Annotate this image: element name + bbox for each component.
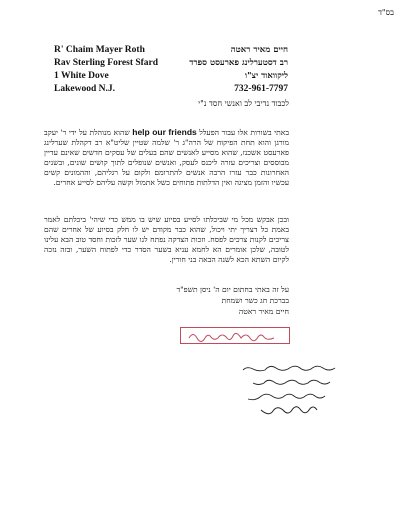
closing-name: חיים מאיר ראטה <box>238 307 289 316</box>
letterhead-english <box>54 44 158 96</box>
paragraph-1 <box>44 127 289 188</box>
closing <box>44 284 289 317</box>
letterhead-phone: 732-961-7797 <box>234 84 288 94</box>
letterhead-name-en: R' Chaim Mayer Roth <box>54 45 145 55</box>
letterhead <box>0 44 404 94</box>
letterhead-title-he: רב דסטערלינג פארעסט ספרד <box>189 58 288 68</box>
letterhead-city: Lakewood N.J. <box>54 84 115 94</box>
top-mark: בס"ד <box>378 8 394 17</box>
letterhead-name-he: חיים מאיר ראטה <box>230 45 288 55</box>
handwritten-note <box>225 362 340 417</box>
closing-date-line: על זה באתי בחתום יום ה' ניסן תשפ"ד <box>176 285 289 294</box>
greeting: לכבוד נדיבי לב ואנשי חסד נ"י <box>198 99 289 108</box>
letterhead-title-en: Rav Sterling Forest Sfard <box>54 58 159 68</box>
letterhead-city-he: ליקוואוד יצ"ו <box>244 71 288 81</box>
paragraph-1-start: באתי בשורות אלו עבור הפעלל <box>199 128 290 137</box>
closing-blessing: בברכת חג כשר ושמחת <box>221 296 289 305</box>
organization-name: help our friends <box>132 127 197 137</box>
paragraph-2: ובכן אבקש מכל מי שביכלתו לסייע בסיוע שיש בו ממש כדי שיהי' ביכלתם לאמר באמת כל דצריך יתי ויכול, שהוא כבר מקודם יש לו חלק בסיוע של אחרים שהם צריכים לקנות צרכים לפסח. וזכות הצדקה נפתח לנו שער לזכות וחסד טוב הבא עלינו לטובה, שלכן אומרים הא לחמא עניא בשער הסדר כדי לפתוח השער, ובזה נזכה לקיום השתא הכא לשנה הבאה בני חורין. <box>44 215 289 264</box>
paragraph-1-rest: שהוא מנוהלת על ידי ר' יעקב מורגן והוא תחת הפיקוח של הרה"ג ר' שלמה שטיין שליט"א רב דקהלת שערלינג פארעסט אשכנז, שהוא מסייע לאנשים שהם בעלים של עסקים חדשים שאינם עדיין מבוססים וצריכים עזרה ליכנס לעסק, ואנשים שנופלים לתוך קושים שונים, ובשנים האחרונות כבר עזרו הרבה אנשים להתרומם ולקום על רגליהם, וההמונים קשים עכשיו והזמן מציגה ואין הדלתות פתוחים כשל אתמול וקשה עליהם לסייע אחרים. <box>44 128 289 187</box>
red-signature-scribble <box>181 328 289 343</box>
letterhead-street: 1 White Dove <box>54 71 109 81</box>
letterhead-hebrew <box>189 44 288 96</box>
red-signature-stamp <box>180 327 290 344</box>
